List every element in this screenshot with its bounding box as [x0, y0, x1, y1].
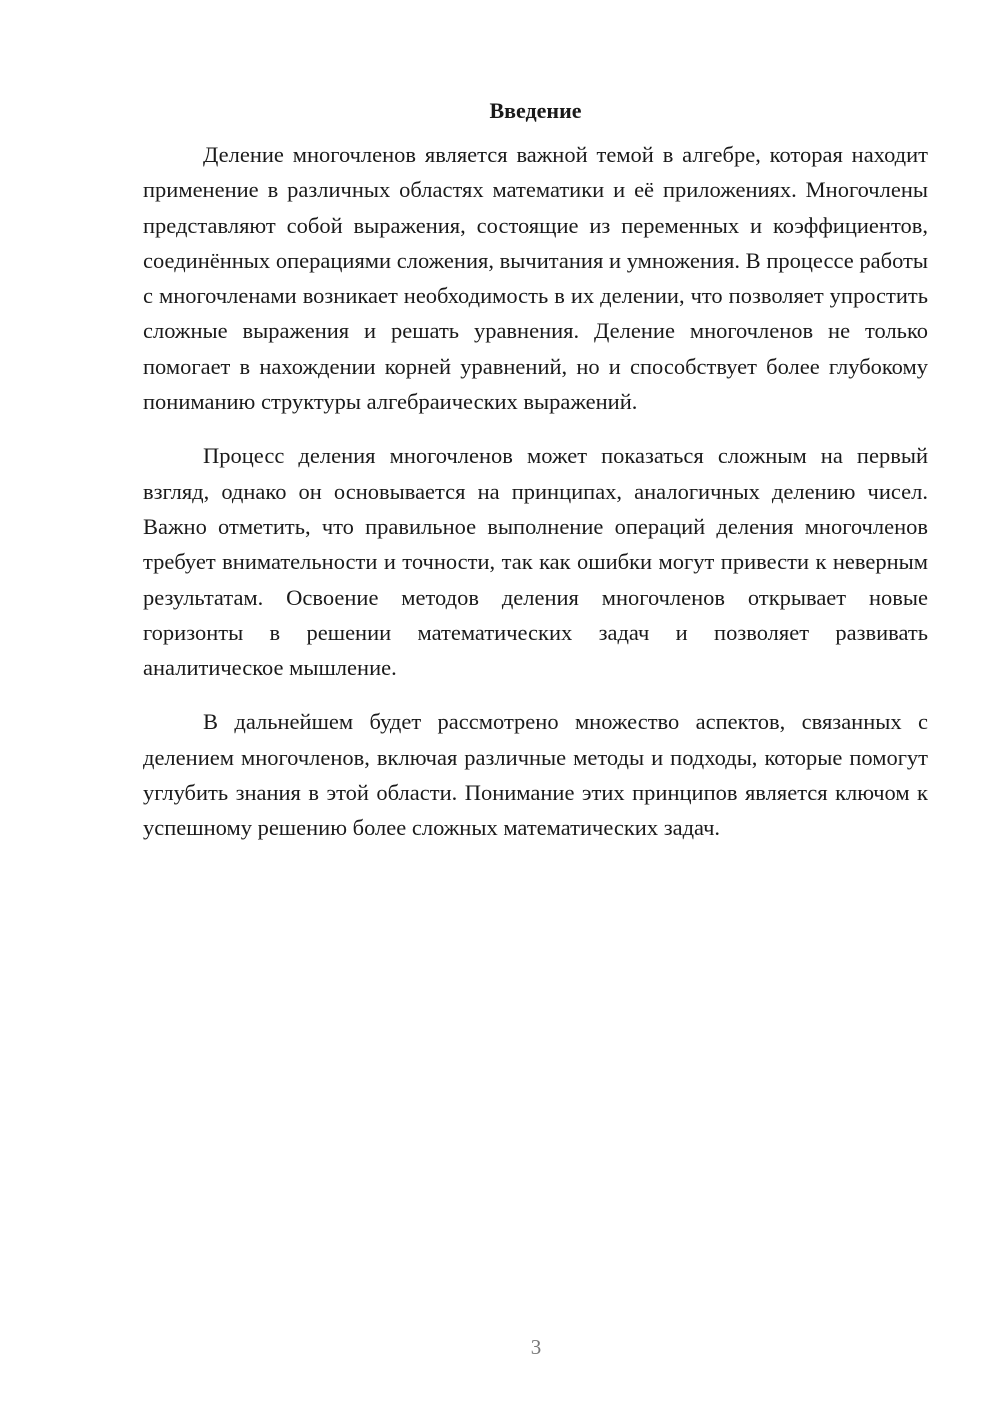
paragraph-1: Деление многочленов является важной темой в алгебре, которая находит применение в различных областях математики и её приложениях. Многочлены представляют собой выражения, состоящие из переменных и коэффициентов, соединённых операциями сложения, вычитания и умножения. В процессе работы с многочленами возникает необходимость в их делении, что позволяет упростить сложные выражения и решать уравнения. Деление многочленов не только помогает в нахождении корней уравнений, но и способствует более глубокому пониманию структуры алгебраических выражений.: [143, 142, 928, 415]
paragraph-2: Процесс деления многочленов может показаться сложным на первый взгляд, однако он основывается на принципах, аналогичных делению чисел. Важно отметить, что правильное выполнение операций деления многочленов требует внимательности и точности, так как ошибки могут привести к неверным результатам. Освоение методов деления многочленов открывает новые горизонты в решении математических задач и позволяет развивать аналитическое мышление.: [143, 443, 928, 681]
page-number: 3: [530, 1335, 542, 1359]
section-title: Введение: [489, 98, 582, 123]
page-content: [143, 96, 928, 865]
paragraph-3: В дальнейшем будет рассмотрено множество аспектов, связанных с делением многочленов, включая различные методы и подходы, которые помогут углубить знания в этой области. Понимание этих принципов является ключом к успешному решению более сложных математических задач.: [143, 709, 928, 841]
